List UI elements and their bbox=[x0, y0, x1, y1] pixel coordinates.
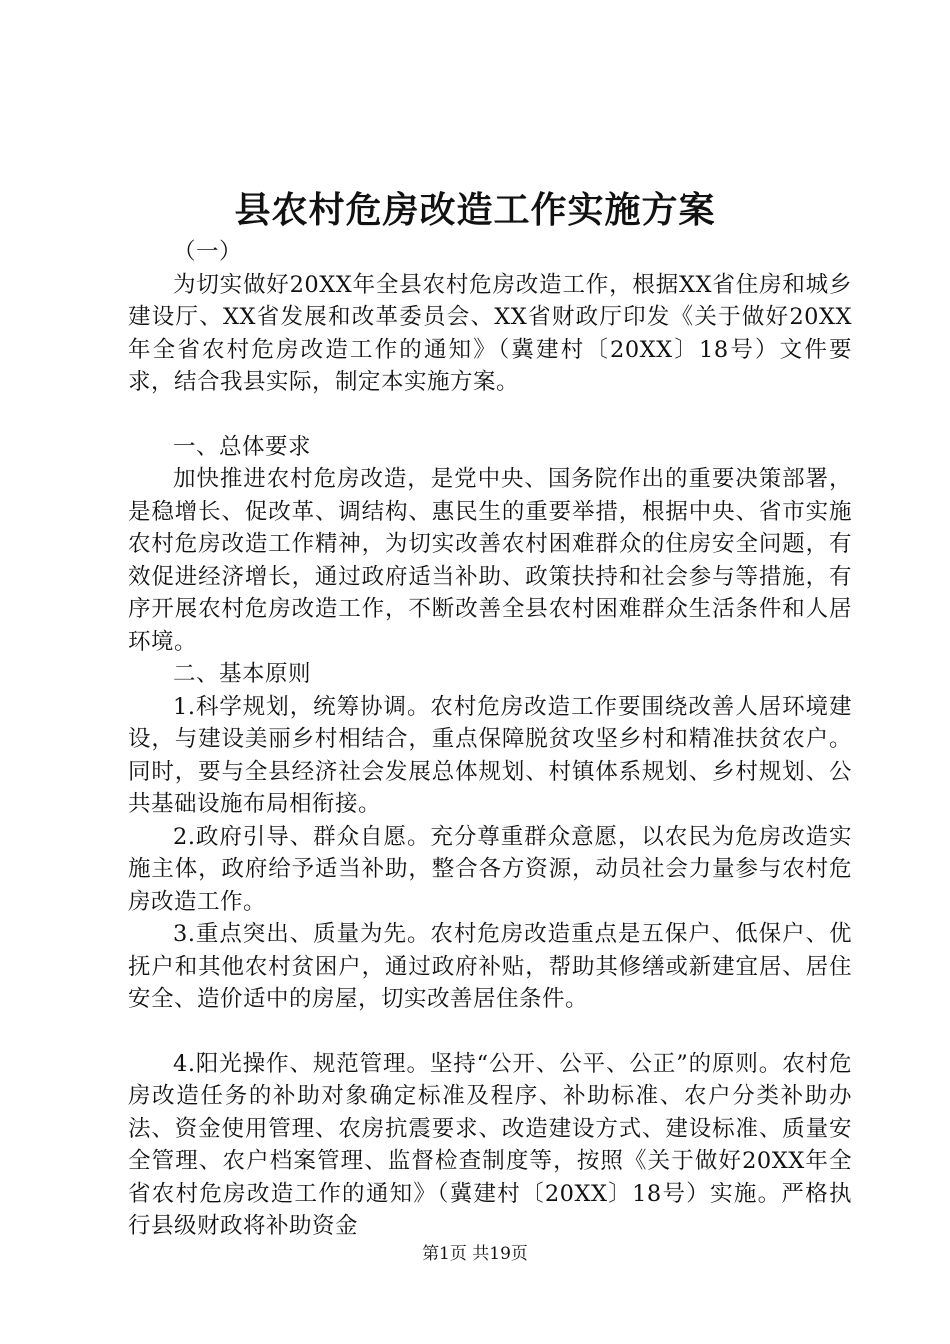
section-marker: （一） bbox=[173, 239, 243, 265]
paragraph-gap bbox=[128, 399, 852, 431]
section-heading-general-requirements: 一、总体要求 bbox=[173, 433, 312, 460]
document-body bbox=[128, 236, 852, 1243]
principle-3-paragraph: 3.重点突出、质量为先。农村危房改造重点是五保户、低保户、优抚户和其他农村贫困户，通过政府补贴，帮助其修缮或新建宜居、居住安全、造价适中的房屋，切实改善居住条件。 bbox=[128, 921, 852, 1012]
paragraph-gap bbox=[128, 1016, 852, 1048]
intro-paragraph: 为切实做好20XX年全县农村危房改造工作，根据XX省住房和城乡建设厅、XX省发展和改革委员会、XX省财政厅印发《关于做好20XX年全省农村危房改造工作的通知》（冀建村〔20XX〕18号）文件要求，结合我县实际，制定本实施方案。 bbox=[128, 271, 852, 395]
principle-4-paragraph: 4.阳光操作、规范管理。坚持“公开、公平、公正”的原则。农村危房改造任务的补助对象确定标准及程序、补助标准、农户分类补助办法、资金使用管理、农房抗震要求、改造建设方式、建设标准、质量安全管理、农户档案管理、监督检查制度等，按照《关于做好20XX年全省农村危房改造工作的通知》（冀建村〔20XX〕18号）实施。严格执行县级财政将补助资金 bbox=[128, 1050, 852, 1239]
principle-1-paragraph: 1.科学规划，统筹协调。农村危房改造工作要围绕改善人居环境建设，与建设美丽乡村相结合，重点保障脱贫攻坚乡村和精准扶贫农户。同时，要与全县经济社会发展总体规划、村镇体系规划、乡村规划、公共基础设施布局相衔接。 bbox=[128, 693, 852, 817]
page-number-footer: 第1页 共19页 bbox=[422, 1244, 528, 1264]
general-requirements-paragraph: 加快推进农村危房改造，是党中央、国务院作出的重要决策部署，是稳增长、促改革、调结构、惠民生的重要举措，根据中央、省市实施农村危房改造工作精神，为切实改善农村困难群众的住房安全问题，有效促进经济增长，通过政府适当补助、政策扶持和社会参与等措施，有序开展农村危房改造工作，不断改善全县农村困难群众生活条件和人居环境。 bbox=[128, 466, 852, 655]
document-title: 县农村危房改造工作实施方案 bbox=[234, 189, 716, 231]
section-heading-basic-principles: 二、基本原则 bbox=[173, 661, 312, 687]
principle-2-paragraph: 2.政府引导、群众自愿。充分尊重群众意愿，以农民为危房改造实施主体，政府给予适当补助，整合各方资源，动员社会力量参与农村危房改造工作。 bbox=[128, 823, 852, 915]
